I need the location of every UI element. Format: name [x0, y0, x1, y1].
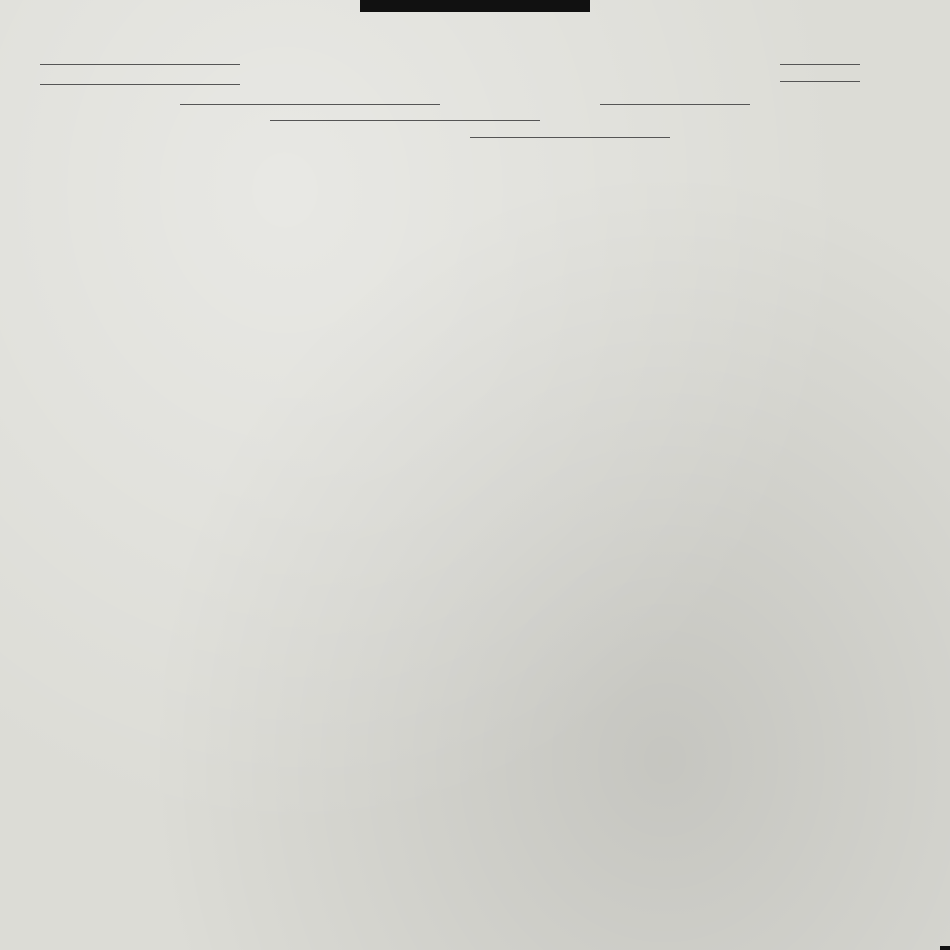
- copyright-notice: [940, 946, 950, 950]
